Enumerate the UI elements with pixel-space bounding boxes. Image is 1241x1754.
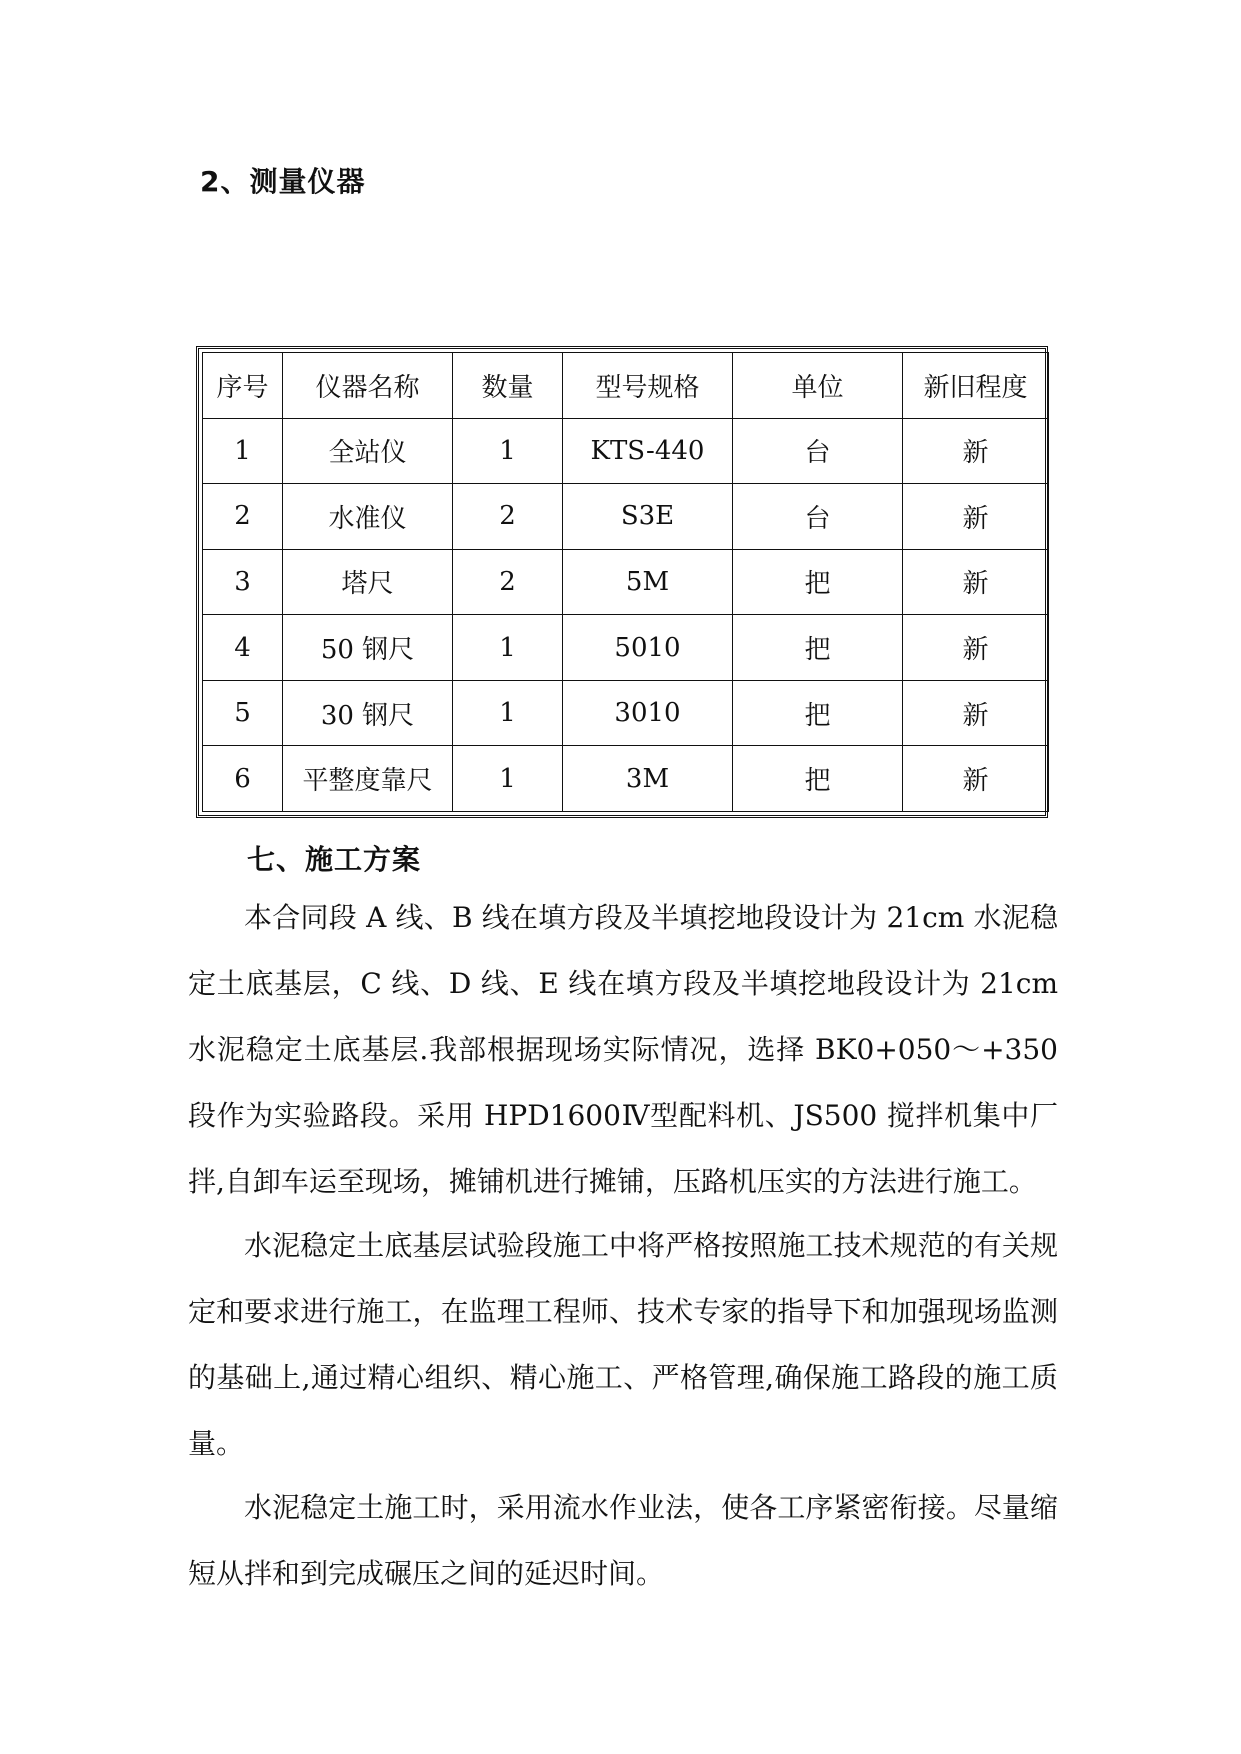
table-cell: 台	[733, 484, 903, 550]
table-cell: 3010	[563, 680, 733, 746]
table-cell: 把	[733, 549, 903, 615]
table-cell: 1	[453, 418, 563, 484]
table-cell: 4	[203, 615, 283, 681]
table-cell: KTS-440	[563, 418, 733, 484]
instruments-table	[196, 346, 1048, 818]
table-cell: 50 钢尺	[283, 615, 453, 681]
table-cell: 新	[903, 615, 1049, 681]
table-cell: 新	[903, 746, 1049, 812]
table-cell: 新	[903, 549, 1049, 615]
header-cell-condition: 新旧程度	[903, 353, 1049, 419]
table-cell: 2	[453, 484, 563, 550]
table-cell: 塔尺	[283, 549, 453, 615]
table-row	[203, 746, 1049, 812]
table-cell: 2	[203, 484, 283, 550]
table-cell: 3	[203, 549, 283, 615]
table-cell: 1	[453, 615, 563, 681]
table-cell: 把	[733, 680, 903, 746]
table-cell: 1	[453, 746, 563, 812]
table-cell: 5	[203, 680, 283, 746]
header-cell-unit: 单位	[733, 353, 903, 419]
table-cell: 5010	[563, 615, 733, 681]
body-paragraph: 水泥稳定土底基层试验段施工中将严格按照施工技术规范的有关规定和要求进行施工，在监理工程师、技术专家的指导下和加强现场监测的基础上,通过精心组织、精心施工、严格管理,确保施工路段的施工质量。	[188, 1229, 1058, 1460]
header-cell-model: 型号规格	[563, 353, 733, 419]
table-cell: 2	[453, 549, 563, 615]
table-header-row	[203, 353, 1049, 419]
chapter-heading-construction-plan: 七、施工方案	[247, 843, 422, 876]
body-paragraph: 水泥稳定土施工时，采用流水作业法，使各工序紧密衔接。尽量缩短从拌和到完成碾压之间的延迟时间。	[188, 1491, 1058, 1590]
table-cell: 6	[203, 746, 283, 812]
table-row	[203, 615, 1049, 681]
table-row	[203, 484, 1049, 550]
table-cell: 把	[733, 746, 903, 812]
header-cell-name: 仪器名称	[283, 353, 453, 419]
header-cell-index: 序号	[203, 353, 283, 419]
table-cell: 台	[733, 418, 903, 484]
table-cell: S3E	[563, 484, 733, 550]
table-cell: 平整度靠尺	[283, 746, 453, 812]
table-cell: 1	[203, 418, 283, 484]
section-heading-surveying-instruments: 2、测量仪器	[200, 165, 366, 198]
table-cell: 新	[903, 484, 1049, 550]
table-cell: 新	[903, 418, 1049, 484]
table-cell: 5M	[563, 549, 733, 615]
table-cell: 全站仪	[283, 418, 453, 484]
table-cell: 水准仪	[283, 484, 453, 550]
table-cell: 把	[733, 615, 903, 681]
table-row	[203, 680, 1049, 746]
header-cell-quantity: 数量	[453, 353, 563, 419]
table-cell: 1	[453, 680, 563, 746]
table-row	[203, 549, 1049, 615]
table-row	[203, 418, 1049, 484]
body-paragraph: 本合同段 A 线、B 线在填方段及半填挖地段设计为 21cm 水泥稳定土底基层，C 线、D 线、E 线在填方段及半填挖地段设计为 21cm 水泥稳定土底基层.我部根据现场实际情况，选择 BK0+050～+350 段作为实验路段。采用 HPD1600Ⅳ型配料机、JS500 搅拌机集中厂拌,自卸车运至现场，摊铺机进行摊铺，压路机压实的方法进行施工。	[188, 901, 1058, 1198]
table-cell: 3M	[563, 746, 733, 812]
table-cell: 新	[903, 680, 1049, 746]
table-cell: 30 钢尺	[283, 680, 453, 746]
